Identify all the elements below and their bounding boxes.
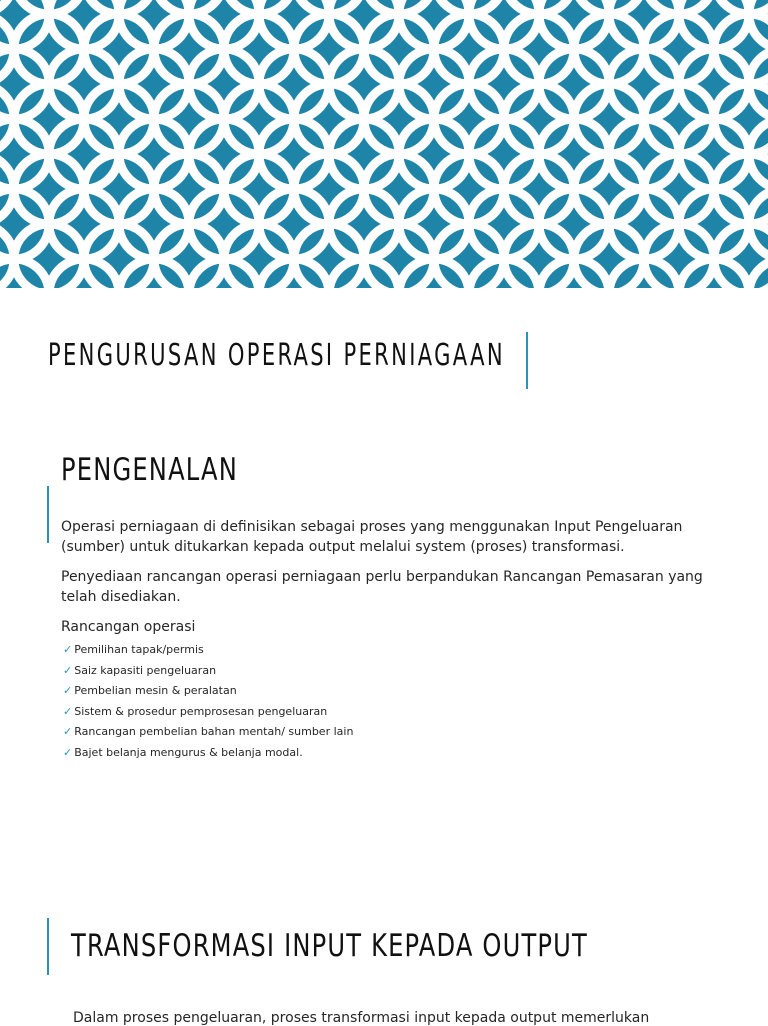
checkmark-icon: ✓: [63, 643, 73, 656]
list-item-text: Saiz kapasiti pengeluaran: [74, 663, 217, 677]
list-item-text: Rancangan pembelian bahan mentah/ sumber lain: [74, 725, 354, 738]
checkmark-icon: ✓: [63, 684, 73, 697]
list-label: Rancangan operasi: [61, 619, 196, 635]
decorative-banner: [0, 0, 768, 288]
checkmark-icon: ✓: [63, 704, 73, 718]
list-item: [63, 681, 353, 702]
section2-heading: TRANSFORMASI INPUT KEPADA OUTPUT: [71, 928, 588, 964]
list-item: [63, 702, 353, 723]
circle-pattern-graphic: [0, 0, 768, 288]
checkmark-icon: ✓: [63, 663, 73, 677]
pattern-circle: [749, 259, 768, 288]
title-accent-bar: [526, 332, 528, 389]
section2-text: Dalam proses pengeluaran, proses transformasi input kepada output memerlukan: [73, 1010, 650, 1026]
section2-accent-bar: [47, 918, 49, 975]
list-item: [63, 743, 353, 764]
title-row: [48, 338, 634, 373]
pattern-circle: [0, 0, 14, 14]
checkmark-icon: ✓: [63, 745, 73, 759]
list-item-text: Bajet belanja mengurus & belanja modal.: [74, 745, 303, 759]
intro-paragraph-2: Penyediaan rancangan operasi perniagaan perlu berpandukan Rancangan Pemasaran yang telah disediakan.: [61, 569, 703, 605]
checkmark-icon: ✓: [63, 725, 73, 738]
page-title: PENGURUSAN OPERASI PERNIAGAAN: [48, 338, 505, 373]
list-item: [63, 722, 353, 743]
intro-paragraph-1: Operasi perniagaan di definisikan sebagai proses yang menggunakan Input Pengeluaran (sumber) untuk ditukarkan kepada output melalui system (proses) transformasi.: [61, 519, 683, 555]
list-item-text: Sistem & prosedur pemprosesan pengeluaran: [74, 704, 328, 718]
list-item-text: Pembelian mesin & peralatan: [74, 684, 237, 697]
intro-heading: PENGENALAN: [61, 452, 238, 488]
operations-checklist: [63, 640, 353, 763]
intro-accent-bar: [47, 486, 49, 543]
list-item: [63, 640, 353, 661]
list-item: [63, 661, 353, 682]
list-item-text: Pemilihan tapak/permis: [74, 643, 204, 656]
